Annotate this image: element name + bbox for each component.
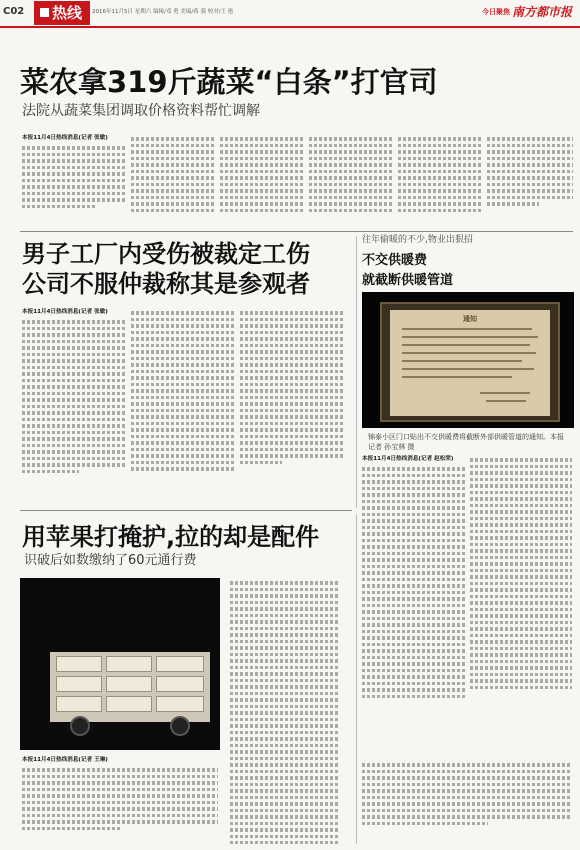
story1-column-1 bbox=[22, 134, 126, 230]
side-story-column-3 bbox=[470, 455, 572, 755]
story1-column-3 bbox=[220, 134, 304, 230]
notice-title: 通知 bbox=[463, 315, 477, 323]
side-story-column-1 bbox=[362, 455, 466, 755]
section-tab bbox=[34, 1, 90, 25]
story2-column-2 bbox=[131, 308, 235, 508]
side-lead: 本报11月4日热线消息(记者 赵松荣) bbox=[362, 456, 454, 462]
story1-lead: 本报11月4日热线消息(记者 张敏) bbox=[22, 135, 108, 141]
square-icon bbox=[40, 8, 49, 17]
story3-lead: 本报11月4日热线消息(记者 王琳) bbox=[22, 757, 108, 763]
side-story-column-2 bbox=[362, 760, 572, 840]
side-title-line1: 不交供暖费 bbox=[362, 253, 428, 268]
notice-paper bbox=[390, 310, 550, 416]
story3-headline: 用苹果打掩护,拉的却是配件 bbox=[22, 523, 320, 551]
story1-column-2 bbox=[131, 134, 215, 230]
story1-headline: 菜农拿319斤蔬菜“白条”打官司 bbox=[20, 65, 438, 99]
story2-lead: 本报11月4日热线消息(记者 张敏) bbox=[22, 309, 108, 315]
story3-column-2 bbox=[230, 578, 340, 844]
truck-photo bbox=[20, 578, 220, 750]
story3-subhead: 识破后如数缴纳了60元通行费 bbox=[24, 553, 197, 568]
notice-board bbox=[380, 302, 560, 422]
section-label: 热线 bbox=[52, 4, 83, 22]
story2-headline-line2: 公司不服仲裁称其是参观者 bbox=[22, 270, 310, 298]
side-story-head bbox=[362, 232, 572, 291]
column-rule bbox=[356, 236, 357, 508]
page-number: C02 bbox=[3, 6, 25, 17]
story2-column-3 bbox=[240, 308, 344, 508]
side-title-line2: 就截断供暖管道 bbox=[362, 273, 454, 288]
story1-column-5 bbox=[398, 134, 482, 230]
story1-column-6 bbox=[487, 134, 573, 230]
side-kicker: 往年偷暖的不少,物业出狠招 bbox=[362, 235, 473, 245]
story2-column-1 bbox=[22, 308, 126, 508]
column-rule bbox=[356, 514, 357, 844]
story1-subhead: 法院从蔬菜集团调取价格资料帮忙调解 bbox=[22, 103, 260, 119]
story3-column-1 bbox=[22, 756, 218, 844]
notice-photo-caption: 锦泰小区门口贴出不交供暖费将截断外部供暖管道的通知。本报记者 孙宝林 摄 bbox=[368, 433, 564, 451]
newspaper-logo: 南方都市报 bbox=[512, 5, 573, 19]
issue-meta: 2016年11月5日 星期六 编辑/邓 勇 美编/蒋 强 校对/王 艳 bbox=[92, 9, 234, 15]
focus-label: 今日聚焦 bbox=[482, 8, 510, 16]
story2-headline-line1: 男子工厂内受伤被裁定工伤 bbox=[22, 240, 310, 268]
story1-column-4 bbox=[309, 134, 393, 230]
notice-photo bbox=[362, 292, 574, 428]
story-divider bbox=[20, 510, 352, 511]
page-header bbox=[0, 0, 580, 28]
